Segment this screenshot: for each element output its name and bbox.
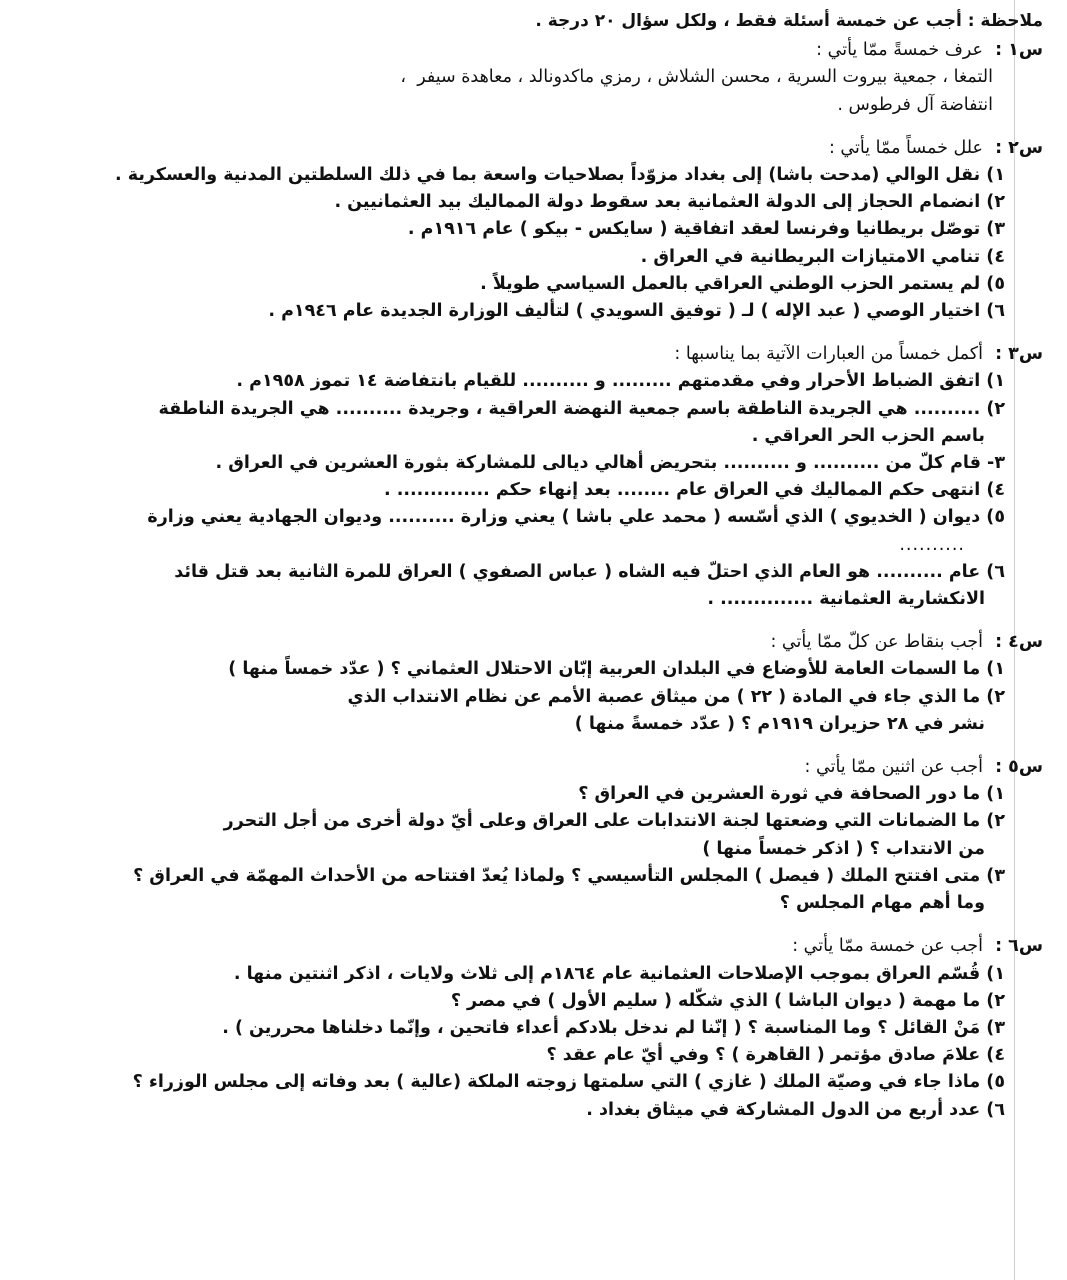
q3-line: ١) اتفق الضباط الأحرار وفي مقدمتهم ......... و .......... للقيام بانتفاضة ١٤ تموز ١٩٥٨م . (236, 371, 1005, 392)
q1-term: التمغا (953, 67, 993, 88)
q5-line: من الانتداب ؟ ( اذكر خمساً منها ) (702, 838, 985, 859)
q3-prompt: أكمل خمساً من العبارات الآتية بما يناسبها : (674, 344, 983, 365)
q6-line: ٢) ما مهمة ( ديوان الباشا ) الذي شكّله ( سليم الأول ) في مصر ؟ (450, 990, 1005, 1011)
q2-item: ٤) تنامي الامتيازات البريطانية في العراق . (640, 246, 1005, 267)
q3-heading (90, 341, 1043, 368)
q2-prompt: علل خمساً ممّا يأتي : (828, 137, 983, 158)
q6-line: ٥) ماذا جاء في وصيّة الملك ( غازي ) التي سلمتها زوجته الملكة (عالية ) بعد وفاته إلى مجلس الوزراء ؟ (132, 1072, 1005, 1093)
q3-line: .......... (899, 534, 965, 555)
q2-item: ١) نقل الوالي (مدحت باشا) إلى بغداد مزوّداً بصلاحيات واسعة بما في ذلك السلطتين المدنية والعسكرية . (114, 165, 1005, 186)
q5-number: س٥ : (995, 757, 1043, 778)
q2-item: ٦) اختيار الوصي ( عبد الإله ) لـ ( توفيق السويدي ) لتأليف الوزارة الجديدة عام ١٩٤٦م . (268, 301, 1005, 322)
q6-line: ١) قُسّم العراق بموجب الإصلاحات العثمانية عام ١٨٦٤م إلى ثلاث ولايات ، اذكر اثنتين منها . (233, 963, 1005, 984)
q6-heading (90, 933, 1043, 960)
q6-line: ٦) عدد أربع من الدول المشاركة في ميثاق بغداد . (586, 1099, 1005, 1120)
q1-term: ، معاهدة سيفر (417, 67, 529, 87)
q1-term: ، جمعية بيروت السرية (787, 67, 953, 87)
q4-number: س٤ : (995, 632, 1043, 653)
q2-item: ٥) لم يستمر الحزب الوطني العراقي بالعمل السياسي طويلاً . (480, 273, 1005, 294)
q1-terms-end: انتفاضة آل فرطوس . (837, 94, 993, 115)
q5-prompt: أجب عن اثنين ممّا يأتي : (804, 757, 983, 778)
q3-line: ٣- قام كلّ من .......... و .......... بتحريض أهالي ديالى للمشاركة بثورة العشرين في العراق . (215, 453, 1005, 474)
q2-item: ٣) توصّل بريطانيا وفرنسا لعقد اتفاقية ( سايكس - بيكو ) عام ١٩١٦م . (407, 219, 1005, 240)
q1-term: ، محسن الشلاش (658, 67, 788, 87)
q3-number: س٣ : (995, 344, 1043, 365)
q4-line: ١) ما السمات العامة للأوضاع في البلدان العربية إبّان الاحتلال العثماني ؟ ( عدّد خمساً منها ) (228, 659, 1005, 680)
q6-line: ٤) علامَ صادق مؤتمر ( القاهرة ) ؟ وفي أيّ عام عقد ؟ (546, 1045, 1005, 1066)
q5-line: ٣) متى افتتح الملك ( فيصل ) المجلس التأسيسي ؟ ولماذا يُعدّ افتتاحه من الأحداث المهمّة في العراق ؟ (133, 865, 1005, 886)
q5-line: وما أهم مهام المجلس ؟ (779, 893, 985, 914)
q3-line: ٢) .......... هي الجريدة الناطقة باسم جمعية النهضة العراقية ، وجريدة .......... هي الجريدة الناطقة (158, 398, 1005, 419)
q6-line: ٣) مَنْ القائل ؟ وما المناسبة ؟ ( إنّنا لم ندخل بلادكم أعداء فاتحين ، وإنّما دخلناها محررين ) . (222, 1017, 1005, 1038)
q1-term: ، رمزي ماكدونالد (529, 67, 658, 87)
q2-item: ٢) انضمام الحجاز إلى الدولة العثمانية بعد سقوط دولة المماليك بيد العثمانيين . (334, 192, 1005, 213)
q3-line: باسم الحزب الحر العراقي . (751, 425, 985, 446)
q3-line: الانكشارية العثمانية .............. . (707, 589, 985, 610)
q1-heading (90, 37, 1043, 64)
q5-line: ٢) ما الضمانات التي وضعتها لجنة الانتدابات على العراق وعلى أيّ دولة أخرى من أجل التحرر (223, 811, 1005, 832)
q5-heading (90, 754, 1043, 781)
q3-line: ٦) عام .......... هو العام الذي احتلّ فيه الشاه ( عباس الصفوي ) العراق للمرة الثانية بعد قتل قائد (174, 561, 1005, 582)
q2-number: س٢ : (995, 137, 1043, 158)
q1-number: س١ : (995, 40, 1043, 61)
q1-terms: التمغا، جمعية بيروت السرية، محسن الشلاش، رمزي ماكدونالد، معاهدة سيفر ، (90, 64, 1043, 91)
q6-prompt: أجب عن خمسة ممّا يأتي : (792, 936, 983, 957)
q4-heading (90, 629, 1043, 656)
q4-line: ٢) ما الذي جاء في المادة ( ٢٢ ) من ميثاق عصبة الأمم عن نظام الانتداب الذي (347, 686, 1005, 707)
q4-line: نشر في ٢٨ حزيران ١٩١٩م ؟ ( عدّد خمسةً منها ) (574, 713, 985, 734)
q4-prompt: أجب بنقاط عن كلّ ممّا يأتي : (770, 632, 983, 653)
q1-prompt: عرف خمسةً ممّا يأتي : (816, 40, 983, 61)
q3-line: ٥) ديوان ( الخديوي ) الذي أسّسه ( محمد علي باشا ) يعني وزارة .......... وديوان الجهادية يعني وزارة (147, 507, 1005, 528)
q6-number: س٦ : (995, 936, 1043, 957)
q5-line: ١) ما دور الصحافة في ثورة العشرين في العراق ؟ (578, 784, 1005, 805)
exam-note: ملاحظة : أجب عن خمسة أسئلة فقط ، ولكل سؤال ٢٠ درجة . (535, 11, 1043, 31)
q2-heading (90, 135, 1043, 162)
q3-line: ٤) انتهى حكم المماليك في العراق عام ........ بعد إنهاء حكم .............. . (384, 480, 1005, 501)
